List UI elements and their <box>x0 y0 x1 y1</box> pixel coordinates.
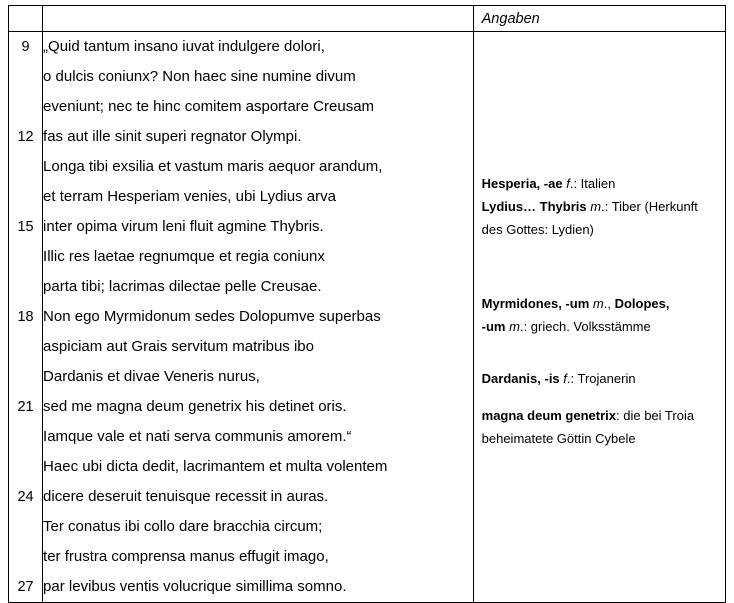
annotation-gloss: .: Trojanerin <box>566 371 636 386</box>
line-number <box>9 512 42 542</box>
line-number <box>9 542 42 572</box>
line-number: 24 <box>17 489 34 505</box>
verse-line: ter frustra comprensa manus effugit imago, <box>43 548 329 565</box>
verse-line: par levibus ventis volucrique simillima somno. <box>43 578 347 595</box>
line-number: 12 <box>17 129 34 145</box>
annotation-line <box>482 195 720 218</box>
annotation-group-genetrix <box>482 404 720 450</box>
annotation-line: beheimatete Göttin Cybele <box>481 431 636 446</box>
line-number <box>9 242 42 272</box>
annotation-lemma: Dolopes, <box>614 296 670 311</box>
annotation-lemma: Dardanis, -is <box>481 371 560 386</box>
annotation-group-dardanis <box>482 367 720 390</box>
annotation-gender: m <box>509 319 520 334</box>
verse-line: Illic res laetae regnumque et regia coniunx <box>43 248 325 265</box>
verse-line: o dulcis coniunx? Non haec sine numine divum <box>43 68 356 85</box>
line-number <box>9 152 42 182</box>
table-body-row <box>9 32 726 603</box>
annotation-line <box>482 315 720 338</box>
annotation-group-hesperia <box>482 172 720 241</box>
header-label-verse <box>43 6 473 10</box>
annotation-lemma: magna deum genetrix <box>481 408 617 423</box>
header-label-line-numbers <box>9 6 42 10</box>
verse-line: „Quid tantum insano iuvat indulgere dolori, <box>43 38 325 55</box>
verse-line: Ter conatus ibi collo dare bracchia circum; <box>43 518 323 535</box>
annotation-gender: f <box>563 371 567 386</box>
verse-line: sed me magna deum genetrix his detinet oris. <box>43 398 347 415</box>
verse-line: et terram Hesperiam venies, ubi Lydius arva <box>43 188 336 205</box>
line-number: 27 <box>17 579 34 595</box>
annotation-separator: ., <box>603 296 611 311</box>
verse-line: eveniunt; nec te hinc comitem asportare Creusam <box>43 98 375 115</box>
line-number: 9 <box>21 39 30 55</box>
annotation-line <box>482 404 720 427</box>
header-cell-notes <box>473 6 725 32</box>
verse-line: parta tibi; lacrimas dilectae pelle Creusae. <box>43 278 322 295</box>
line-number <box>9 62 42 92</box>
annotation-line <box>482 172 720 195</box>
verse-line: Haec ubi dicta dedit, lacrimantem et multa volentem <box>43 458 388 475</box>
annotation-gender: m <box>592 296 604 311</box>
line-number: 18 <box>17 309 34 325</box>
annotation-gloss: .: Tiber (Herkunft <box>601 199 698 214</box>
line-number <box>9 422 42 452</box>
header-cell-verse <box>43 6 474 32</box>
annotation-gender: f <box>566 176 570 191</box>
line-number: 15 <box>17 219 34 235</box>
line-number <box>9 92 42 122</box>
verse-column <box>43 32 474 603</box>
verse-annotation-table <box>8 5 726 603</box>
verse-line: aspiciam aut Grais servitum matribus ibo <box>43 338 314 355</box>
annotation-line <box>482 292 720 315</box>
annotation-lemma: Hesperia, -ae <box>481 176 563 191</box>
line-number-column <box>9 32 43 603</box>
annotation-line <box>482 367 720 390</box>
verse-line: Iamque vale et nati serva communis amorem.“ <box>43 428 352 445</box>
verse-line: dicere deseruit tenuisque recessit in auras. <box>43 488 329 505</box>
annotation-gloss: : die bei Troia <box>616 408 695 423</box>
verse-line: fas aut ille sinit superi regnator Olympi. <box>43 128 302 145</box>
line-number <box>9 362 42 392</box>
annotation-lemma: -um <box>481 319 506 334</box>
annotation-column <box>473 32 725 603</box>
verse-line: Dardanis et divae Veneris nurus, <box>43 368 260 385</box>
header-label-notes: Angaben <box>481 11 540 27</box>
line-number <box>9 332 42 362</box>
annotation-lemma: Myrmidones, -um <box>481 296 590 311</box>
verse-line: Longa tibi exsilia et vastum maris aequor arandum, <box>43 158 383 175</box>
annotation-line: des Gottes: Lydien) <box>481 222 594 237</box>
table-header-row <box>9 6 726 32</box>
annotation-group-myrmidones <box>482 292 720 338</box>
line-number <box>9 452 42 482</box>
annotation-gloss: .: griech. Volksstämme <box>519 319 651 334</box>
annotation-gender: m <box>590 199 602 214</box>
verse-line: Non ego Myrmidonum sedes Dolopumve superbas <box>43 308 381 325</box>
line-number <box>9 182 42 212</box>
header-cell-line-numbers <box>9 6 43 32</box>
verse-line: inter opima virum leni fluit agmine Thybris. <box>43 218 324 235</box>
annotation-lemma: Lydius… Thybris <box>481 199 587 214</box>
annotation-gloss: .: Italien <box>569 176 616 191</box>
line-number <box>9 272 42 302</box>
line-number: 21 <box>17 399 34 415</box>
